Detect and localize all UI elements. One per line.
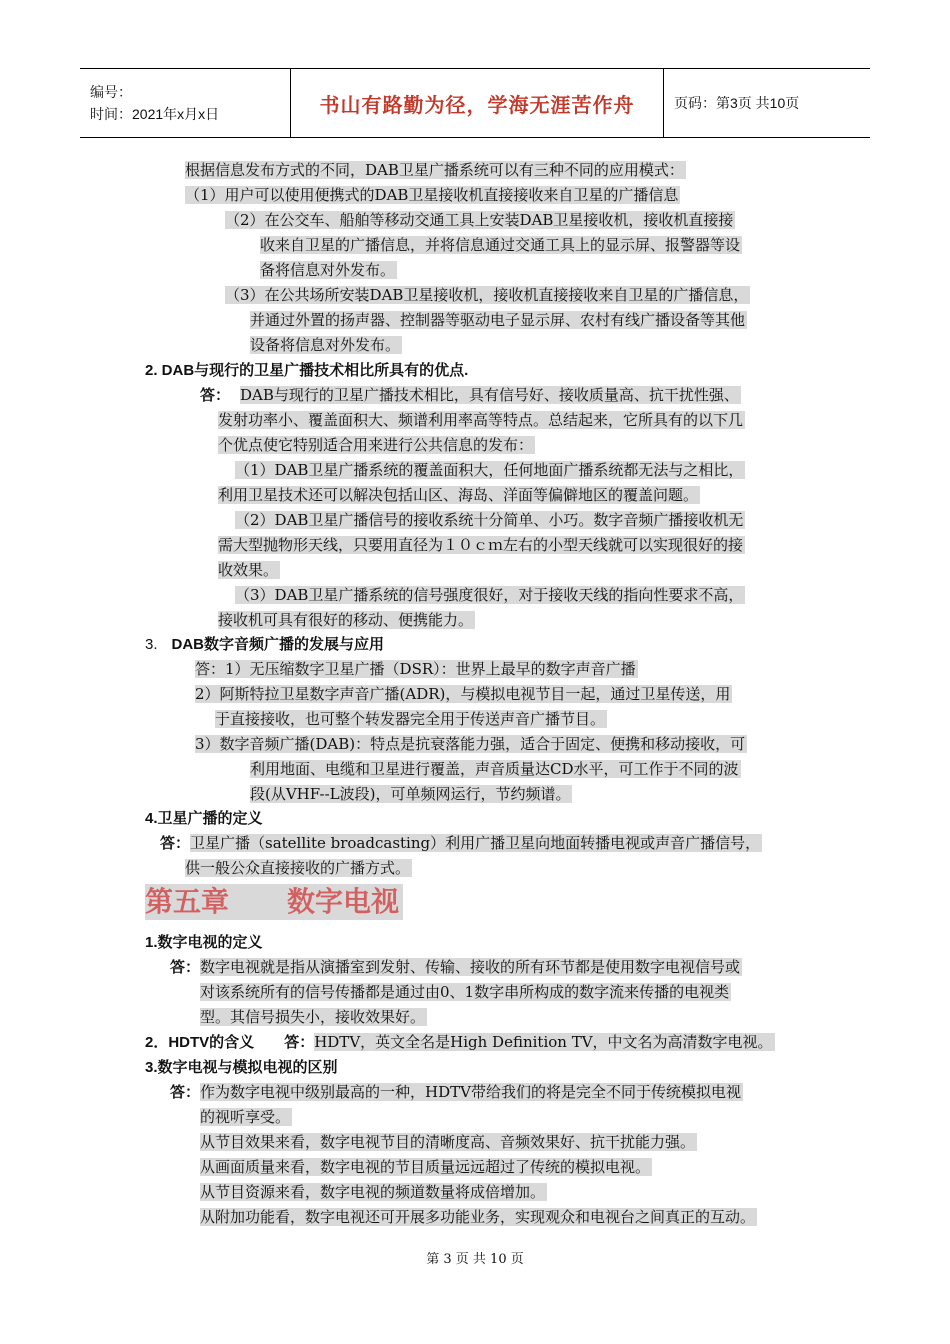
q3-answer-3-line-1: 3）数字音频广播(DAB)：特点是抗衰落能力强，适合于固定、便携和移动接收，可 bbox=[195, 735, 746, 753]
q2-point-1-line-1: （1）DAB卫星广播系统的覆盖面积大，任何地面广播系统都无法与之相比， bbox=[235, 461, 744, 479]
q3-answer-3-line-2: 利用地面、电缆和卫星进行覆盖，声音质量达CD水平，可工作于不同的波 bbox=[250, 760, 739, 778]
intro-mode-3-line-2: 并通过外置的扬声器、控制器等驱动电子显示屏、农村有线广播设备等其他 bbox=[250, 311, 746, 329]
motto: 书山有路勤为径，学海无涯苦作舟 bbox=[319, 92, 635, 117]
q2-point-2-line-2: 需大型抛物形天线，只要用直径为１０ｃｍ左右的小型天线就可以实现很好的接 bbox=[218, 536, 744, 554]
q2-point-3-line-1: （3）DAB卫星广播系统的信号强度很好，对于接收天线的指向性要求不高， bbox=[235, 586, 744, 604]
q2-point-1-line-2: 利用卫星技术还可以解决包括山区、海岛、洋面等偏僻地区的覆盖问题。 bbox=[218, 486, 699, 504]
c3-point-1: 从节目效果来看，数字电视节目的清晰度高、音频效果好、抗干扰能力强。 bbox=[200, 1133, 696, 1151]
c3-title: 3.数字电视与模拟电视的区别 bbox=[145, 1059, 338, 1076]
c3-point-4: 从附加功能看，数字电视还可开展多功能业务，实现观众和电视台之间真正的互动。 bbox=[200, 1208, 756, 1226]
c3-answer-line-1: 答：作为数字电视中级别最高的一种，HDTV带给我们的将是完全不同于传统模拟电视 bbox=[170, 1083, 741, 1101]
q4-answer-line-2: 供一般公众直接接收的广播方式。 bbox=[185, 859, 411, 877]
c1-answer-line-2: 对该系统所有的信号传播都是通过由0、1数字串所构成的数字流来传播的电视类 bbox=[200, 983, 730, 1001]
chapter-number: 第五章 bbox=[145, 885, 230, 918]
c1-answer-line-1: 答：数字电视就是指从演播室到发射、传输、接收的所有环节都是使用数字电视信号或 bbox=[170, 958, 741, 976]
intro-mode-1: （1）用户可以使用便携式的DAB卫星接收机直接接收来自卫星的广播信息 bbox=[185, 186, 679, 204]
q2-answer-line-3: 个优点使它特别适合用来进行公共信息的发布： bbox=[218, 436, 534, 454]
q2-point-2-line-1: （2）DAB卫星广播信号的接收系统十分简单、小巧。数字音频广播接收机无 bbox=[235, 511, 744, 529]
q4-title: 4.卫星广播的定义 bbox=[145, 810, 263, 827]
c2-row: 2．HDTV的含义 答：HDTV，英文全名是High Definition TV，中文名为高清数字电视。 bbox=[145, 1033, 773, 1051]
c1-answer-line-3: 型。其信号损失小，接收效果好。 bbox=[200, 1008, 426, 1026]
intro-mode-2-line-1: （2）在公交车、船舶等移动交通工具上安装DAB卫星接收机，接收机直接接 bbox=[225, 211, 734, 229]
q3-answer-3-line-3: 段(从VHF--L波段)，可单频网运行，节约频谱。 bbox=[250, 785, 571, 803]
intro-mode-3-line-3: 设备将信息对外发布。 bbox=[250, 336, 401, 354]
header-page-cell bbox=[664, 69, 870, 137]
intro-mode-2-line-3: 备将信息对外发布。 bbox=[260, 261, 396, 279]
chapter-title: 数字电视 bbox=[287, 885, 400, 918]
q4-answer-line-1: 答：卫星广播（satellite broadcasting）利用广播卫星向地面转播电视或声音广播信号， bbox=[160, 834, 761, 852]
c1-title: 1.数字电视的定义 bbox=[145, 934, 263, 951]
q3-answer-2-line-1: 2）阿斯特拉卫星数字声音广播(ADR)，与模拟电视节目一起，通过卫星传送，用 bbox=[195, 685, 731, 703]
q3-answer-1: 答：1）无压缩数字卫星广播（DSR）：世界上最早的数字声音广播 bbox=[195, 660, 636, 678]
intro-mode-3-line-1: （3）在公共场所安装DAB卫星接收机，接收机直接接收来自卫星的广播信息， bbox=[225, 286, 749, 304]
q2-answer-line-2: 发射功率小、覆盖面积大、频谱利用率高等特点。总结起来，它所具有的以下几 bbox=[218, 411, 744, 429]
number-label: 编号： bbox=[90, 84, 132, 100]
header-motto-cell bbox=[291, 69, 664, 137]
c3-point-2: 从画面质量来看，数字电视的节目质量远远超过了传统的模拟电视。 bbox=[200, 1158, 651, 1176]
c3-answer-line-2: 的视听享受。 bbox=[200, 1108, 291, 1126]
q2-point-2-line-3: 收效果。 bbox=[218, 561, 279, 579]
intro-mode-2-line-2: 收来自卫星的广播信息，并将信息通过交通工具上的显示屏、报警器等设 bbox=[260, 236, 741, 254]
c2-title: 2．HDTV的含义 bbox=[145, 1034, 255, 1051]
q3-title: 3. DAB数字音频广播的发展与应用 bbox=[145, 636, 385, 653]
date-label: 时间：2021年x月x日 bbox=[90, 106, 220, 122]
q3-answer-2-line-2: 于直接接收，也可整个转发器完全用于传送声音广播节目。 bbox=[215, 710, 606, 728]
intro-paragraph: 根据信息发布方式的不同，DAB卫星广播系统可以有三种不同的应用模式： bbox=[185, 161, 684, 179]
chapter-heading bbox=[145, 884, 403, 920]
page-label: 页码：第3页 共10页 bbox=[674, 95, 800, 111]
c3-point-3: 从节目资源来看，数字电视的频道数量将成倍增加。 bbox=[200, 1183, 546, 1201]
header-meta bbox=[80, 69, 291, 137]
q2-title: 2. DAB与现行的卫星广播技术相比所具有的优点. bbox=[145, 362, 469, 379]
q2-answer-line-1: 答： DAB与现行的卫星广播技术相比，具有信号好、接收质量高、抗干扰性强、 bbox=[200, 386, 739, 404]
page-header bbox=[80, 68, 870, 138]
q2-point-3-line-2: 接收机可具有很好的移动、便携能力。 bbox=[218, 611, 474, 629]
page-footer: 第 3 页 共 10 页 bbox=[426, 1252, 524, 1267]
